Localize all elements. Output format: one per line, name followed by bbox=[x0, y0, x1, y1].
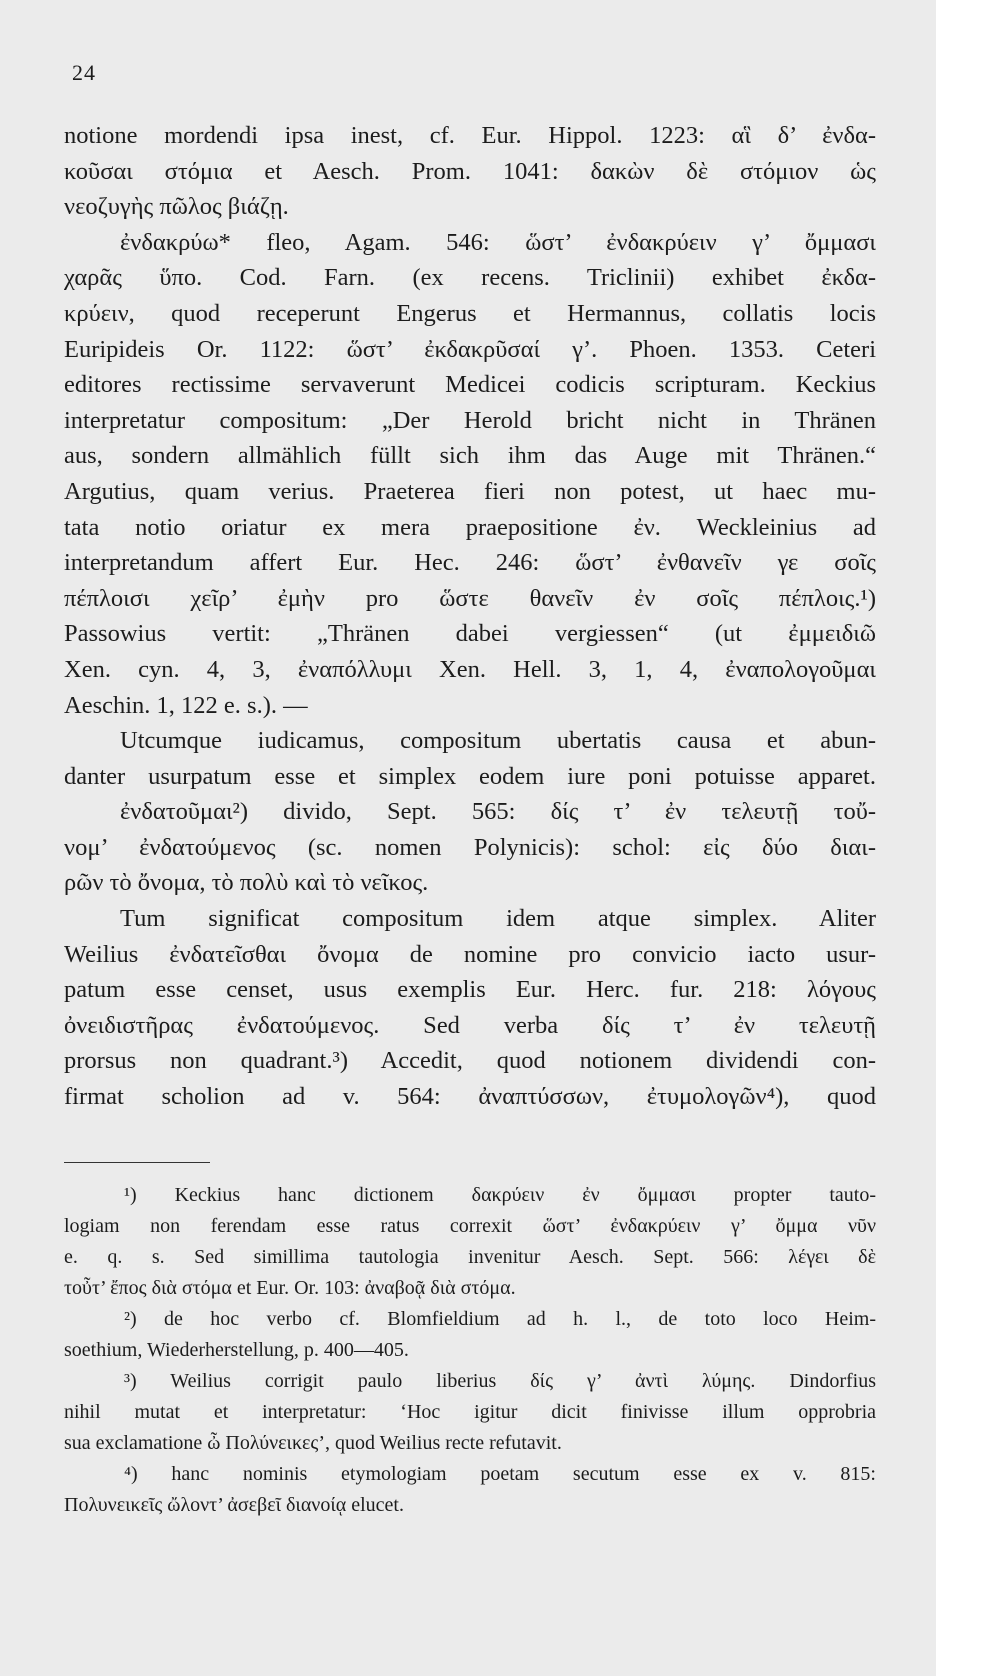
body-text-line: νεοζυγὴς πῶλος βιάζῃ. bbox=[64, 193, 289, 221]
body-text-line: prorsus non quadrant.³) Accedit, quod notionem dividendi con- bbox=[64, 1047, 876, 1075]
body-text-line: πέπλοισι χεῖρ’ ἐμὴν pro ὥστε θανεῖν ἐν σοῖς πέπλοις.¹) bbox=[64, 584, 876, 612]
body-text-line: ἐνδατοῦμαι²) divido, Sept. 565: δίς τ’ ἐν τελευτῇ τοὔ- bbox=[120, 798, 876, 826]
footnote-line: nihil mutat et interpretatur: ‘Hoc igitur dicit finivisse illum opprobria bbox=[64, 1401, 876, 1423]
footnotes bbox=[64, 1180, 876, 1521]
body-text-line: notione mordendi ipsa inest, cf. Eur. Hippol. 1223: αἳ δ’ ἐνδα- bbox=[64, 122, 876, 149]
footnote-line: Πολυνεικεῖς ὤλοντ’ ἀσεβεῖ διανοίᾳ elucet. bbox=[64, 1494, 404, 1516]
body-text-line: firmat scholion ad v. 564: ἀναπτύσσων, ἐτυμολογῶν⁴), quod bbox=[64, 1083, 876, 1111]
footnote-line: ⁴) hanc nominis etymologiam poetam secutum esse ex v. 815: bbox=[124, 1463, 876, 1485]
footnote-line: ³) Weilius corrigit paulo liberius δίς γ’ ἀντὶ λύμης. Dindorfius bbox=[124, 1370, 876, 1392]
body-text-line: χαρᾶς ὕπο. Cod. Farn. (ex recens. Triclinii) exhibet ἐκδα- bbox=[64, 264, 876, 292]
footnote-line: τοὖτ’ ἔπος διὰ στόμα et Eur. Or. 103: ἀναβοᾷ διὰ στόμα. bbox=[64, 1277, 516, 1299]
footnote-line: soethium, Wiederherstellung, p. 400—405. bbox=[64, 1339, 409, 1361]
body-text-line: κοῦσαι στόμια et Aesch. Prom. 1041: δακὼν δὲ στόμιον ὡς bbox=[64, 157, 876, 185]
body-text-line: danter usurpatum esse et simplex eodem iure poni potuisse apparet. bbox=[64, 762, 876, 790]
body-text-line: Weilius ἐνδατεῖσθαι ὄνομα de nomine pro convicio iacto usur- bbox=[64, 940, 876, 968]
body-text-line: Argutius, quam verius. Praeterea fieri non potest, ut haec mu- bbox=[64, 477, 876, 505]
body-text-line: κρύειν, quod receperunt Engerus et Hermannus, collatis locis bbox=[64, 299, 876, 327]
footnote-line: e. q. s. Sed simillima tautologia invenitur Aesch. Sept. 566: λέγει δὲ bbox=[64, 1246, 876, 1268]
body-text-line: patum esse censet, usus exemplis Eur. Herc. fur. 218: λόγους bbox=[64, 976, 876, 1004]
footnote-line: sua exclamatione ὦ Πολύνεικες’, quod Weilius recte refutavit. bbox=[64, 1432, 562, 1454]
body-text-line: interpretandum affert Eur. Hec. 246: ὥστ’ ἐνθανεῖν γε σοῖς bbox=[64, 549, 876, 577]
body-text-line: Utcumque iudicamus, compositum ubertatis causa et abun- bbox=[120, 727, 876, 755]
body-text-line: νομ’ ἐνδατούμενος (sc. nomen Polynicis): schol: εἰς δύο διαι- bbox=[64, 833, 876, 861]
body-text-line: ἐνδακρύω* fleo, Agam. 546: ὥστ’ ἐνδακρύειν γ’ ὄμμασι bbox=[120, 228, 876, 256]
main-text bbox=[64, 118, 876, 1115]
footnote-divider bbox=[64, 1162, 210, 1163]
body-text-line: tata notio oriatur ex mera praepositione ἐν. Weckleinius ad bbox=[64, 513, 876, 541]
body-text-line: aus, sondern allmählich füllt sich ihm das Auge mit Thränen.“ bbox=[64, 442, 876, 470]
body-text-line: Aeschin. 1, 122 e. s.). — bbox=[64, 691, 308, 719]
body-text-line: Passowius vertit: „Thränen dabei vergiessen“ (ut ἐμμειδιῶ bbox=[64, 620, 876, 648]
footnote-line: logiam non ferendam esse ratus correxit ὥστ’ ἐνδακρύειν γ’ ὄμμα νῦν bbox=[64, 1215, 876, 1237]
body-text-line: Tum significat compositum idem atque simplex. Aliter bbox=[120, 905, 876, 933]
footnote-line: ²) de hoc verbo cf. Blomfieldium ad h. l., de toto loco Heim- bbox=[124, 1308, 876, 1330]
body-text-line: ρῶν τὸ ὄνομα, τὸ πολὺ καὶ τὸ νεῖκος. bbox=[64, 869, 429, 897]
page-number: 24 bbox=[72, 60, 96, 85]
body-text-line: Xen. cyn. 4, 3, ἐναπόλλυμι Xen. Hell. 3, 1, 4, ἐναπολογοῦμαι bbox=[64, 655, 876, 683]
body-text-line: ὀνειδιστῆρας ἐνδατούμενος. Sed verba δίς τ’ ἐν τελευτῇ bbox=[64, 1011, 876, 1039]
body-text-line: editores rectissime servaverunt Medicei codicis scripturam. Keckius bbox=[64, 371, 876, 399]
body-text-line: interpretatur compositum: „Der Herold bricht nicht in Thränen bbox=[64, 406, 876, 434]
body-text-line: Euripideis Or. 1122: ὥστ’ ἐκδακρῦσαί γ’. Phoen. 1353. Ceteri bbox=[64, 335, 876, 363]
footnote-line: ¹) Keckius hanc dictionem δακρύειν ἐν ὄμμασι propter tauto- bbox=[124, 1184, 876, 1206]
